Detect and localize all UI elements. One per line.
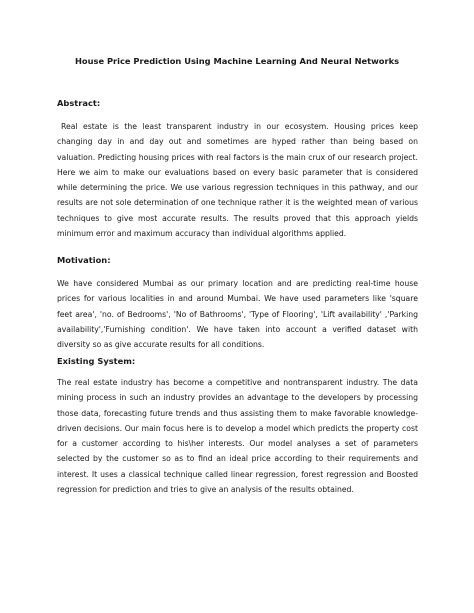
abstract-paragraph: Real estate is the least transparent industry in our ecosystem. Housing prices keep changing day in and day out and sometimes are hyped rather than being based on valuation. Predicting housing prices with real factors is the main crux of our research project. Here we aim to make our evaluations based on every basic parameter that is considered while determining the price. We use various regression techniques in this pathway, and our results are not sole determination of one technique rather it is the weighted mean of various techniques to give most accurate results. The results proved that this approach yields minimum error and maximum accuracy than individual algorithms applied. xyxy=(57,122,418,239)
existing-system-heading: Existing System: xyxy=(57,356,136,366)
motivation-heading: Motivation: xyxy=(57,255,111,265)
motivation-paragraph: We have considered Mumbai as our primary location and are predicting real-time house prices for various localities in and around Mumbai. We have used parameters like 'square feet area', 'no. of Bedrooms', 'No of Bathrooms', 'Type of Flooring', 'Lift availability' ,'Parking availability','Furnishing condition'. We have taken into account a verified dataset with diversity so as give accurate results for all conditions. xyxy=(57,279,418,350)
abstract-heading: Abstract: xyxy=(57,98,101,108)
existing-system-paragraph: The real estate industry has become a competitive and nontransparent industry. The data mining process in such an industry provides an advantage to the developers by processing those data, forecasting future trends and thus assisting them to make favorable knowledge-driven decisions. Our main focus here is to develop a model which predicts the property cost for a customer according to his\her interests. Our model analyses a set of parameters selected by the customer so as to find an ideal price according to their requirements and interest. It uses a classical technique called linear regression, forest regression and Boosted regression for prediction and tries to give an analysis of the results obtained. xyxy=(57,378,418,495)
document-title: House Price Prediction Using Machine Learning And Neural Networks xyxy=(74,56,400,66)
